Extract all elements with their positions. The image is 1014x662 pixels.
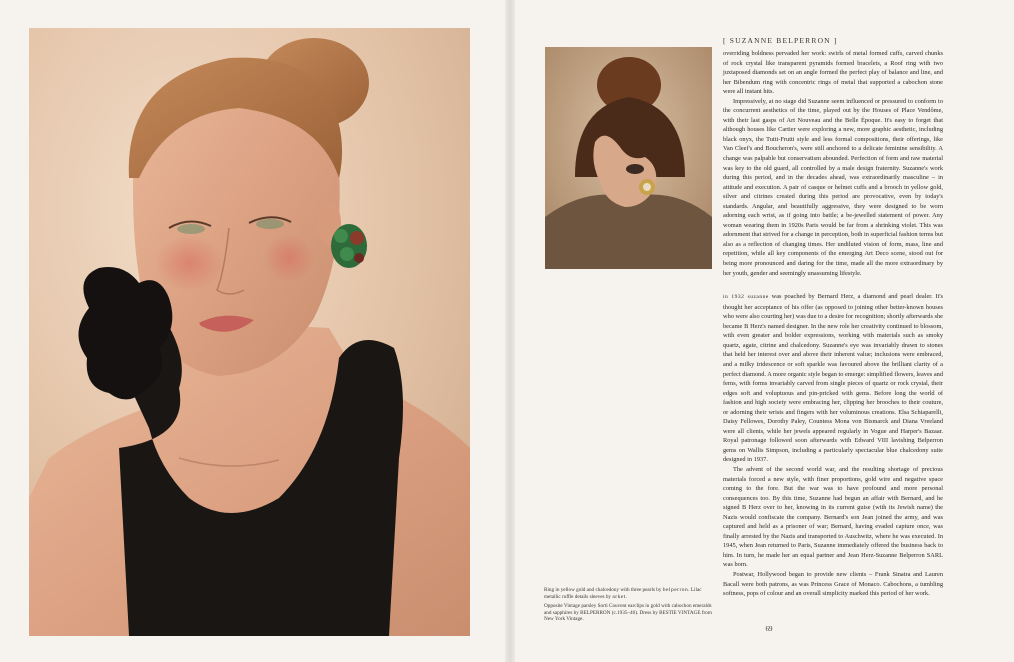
- caption-ring: [544, 587, 714, 600]
- page-gutter: [505, 0, 515, 662]
- section-opening-paragraph: [723, 292, 943, 465]
- portrait-illustration: [29, 28, 470, 636]
- paragraph: The advent of the second world war, and the resulting shortage of precious materials forced a new style, with finer proportions, gold wire and negative space coming to the fore. But the war was to have profound and more personal consequences too. By this time, Suzanne had begun an affair with Bernard, and he signed B Herz over to her, knowing in its current guise (with its Jewish name) the Nazis would confiscate the company. Bernard's son Jean joined the army, and was captured and held as a prisoner of war; Bernard, having evaded capture once, was finally arrested by the Nazis and transported to Auschwitz, where he was executed. In 1945, when Jean returned to Paris, Suzanne immediately offered the business back to him. In turn, he made her an equal partner and Jean Herz-Suzanne Belperron SARL was born.: [723, 465, 943, 569]
- caption-ring-text2: . Lilac metallic ruffle details sleeves by: [544, 587, 702, 600]
- caption-opposite: Opposite Vintage parsley Sorti Couvent earclips in gold with cabochon emeralds and sapphires by BELPERRON (c.1935–46). Dress by BESTIE VINTAGE from New York Vintage.: [544, 603, 712, 623]
- running-head: [ SUZANNE BELPERRON ]: [723, 36, 838, 45]
- caption-ring-maker: belperron: [662, 587, 689, 593]
- portrait-photo: [29, 28, 470, 636]
- caption-ring-text: Ring in yellow gold and chalcedony with three pearls by: [544, 587, 663, 593]
- paragraph: Impressively, at no stage did Suzanne seem influenced or pressured to conform to the concurrent aesthetics of the time, played out by the Houses of Place Vendôme, with their last gasps of Art Nouveau and the Belle Époque. It's easy to forget that although houses like Cartier were exploring a new, more graphic aesthetic, including black onyx, the Tutti-Frutti style and less formal compositions, their offerings, like Van Cleef's and Boucheron's, were still anchored to a delicate feminine sensibility. A change was palpable but conservatism abounded. Perfection of form and raw material was key to the old guard, all controlled by a male design fraternity. Suzanne's work during this period, and in the decades ahead, was extraordinarily masculine – in attitude and execution. A pair of casque or helmet cuffs and a brooch in yellow gold, silver and citrines created during this period are provocative, even by today's standards. Angular, and beautifully aggressive, they were designed to be worn adorning each wrist, as if going into battle; a be-jewelled statement of power. Any woman wearing them in 1920s Paris would be far from a shrinking violet. This was adornment that strived for a change in perception, both in superficial fashion terms but also as a reflection of changing times. Her undiluted vision of form, mass, line and repetition, while all key components of the emerging Art Deco scene, stood out for being more pronounced and daring for the time, made all the more extraordinary by her youth, gender and seemingly unassuming lifestyle.: [723, 97, 943, 277]
- section-text: was poached by Bernard Herz, a diamond and pearl dealer. It's thought her acceptance of his offer (as opposed to joining other better-known houses who were also courting her) was due to a desire for recognition; shortly afterwards she became B Herz's named designer. In the new role her creativity continued to blossom, with even greater and bolder expressions, working with materials such as smoky quartz, agate, citrine and chalcedony. Suzanne's eye was invariably drawn to stones that held her interest over and above their inherent value; inclusions were embraced, and a milky iridescence or soft sparkle was favoured above the brilliant clarity of a perfect diamond. A more organic style began to emerge: simplified flowers, leaves and ferns, with forms invariably carved from single pieces of quartz or rock crystal, their edges soft and voluptuous and pin-pricked with gems. Before long the world of fashion and high society were embracing her, clipping her brooches to their couture, or adorning their wrists and fingers with her voluminous creations. Elsa Schiaparelli, Daisy Fellowes, Dorothy Paley, Countess Mona von Bismarck and Diana Vreeland were all clients, while her jewels appeared regularly in Vogue and Harper's Bazaar. Royal patronage followed soon afterwards with Edward VIII lavishing Belperron gems on Wallis Simpson, including a particularly spectacular blue chalcedony suite designed in 1937.: [723, 293, 943, 464]
- section-lead-in: in 1932 suzanne: [723, 294, 769, 301]
- paragraph: overriding boldness pervaded her work: swirls of metal formed cuffs, carved chunks of rock crystal like transparent pyramids formed bracelets, a Roof ring with two juxtaposed diamonds set on an angle formed the perfect play of balance and line, and her Bibendum ring with concentric rings of metal that supported a cabochon stone were all instant hits.: [723, 50, 943, 96]
- earring: [331, 224, 367, 268]
- caption-ring-brand: arket: [612, 593, 626, 600]
- paragraph: Postwar, Hollywood began to provide new clients – Frank Sinatra and Lauren Bacall were both patrons, as was Princess Grace of Monaco. Cabochons, a tumbling softness, pops of colour and an overall simplicity marked this period of her work.: [723, 570, 943, 598]
- caption-ring-end: .: [625, 593, 628, 600]
- hand-ring-photo: [545, 47, 712, 269]
- page-number: 69: [765, 625, 773, 633]
- hand-ring-illustration: [545, 47, 712, 269]
- photo-caption: [544, 587, 714, 626]
- article-body: [723, 49, 943, 599]
